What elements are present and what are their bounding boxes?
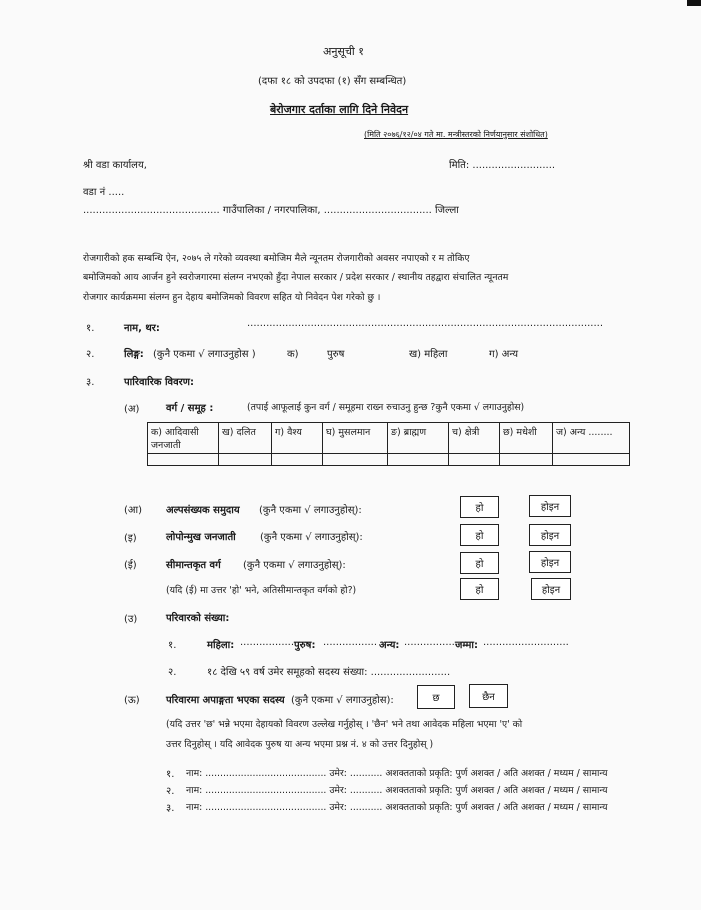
amendment-note: (मिति २०७६/१२/०४ गते मा. मन्त्रीस्तरको निर्णयानुसार संशोधित) bbox=[364, 130, 548, 139]
schedule-heading: अनुसूची १ bbox=[323, 45, 364, 58]
q3u1-number: १. bbox=[168, 640, 177, 651]
q3u2-number: २. bbox=[168, 667, 177, 678]
q3uu-hint: (कुनै एकमा √ लगाउनुहोस): bbox=[291, 695, 394, 706]
gender-option-male[interactable]: पुरुष bbox=[327, 349, 345, 360]
q3i-number: (इ) bbox=[124, 533, 137, 544]
disabled-member-1-number: १. bbox=[166, 769, 175, 780]
female-count-label: महिला: bbox=[207, 640, 235, 651]
q3uu-number: (ऊ) bbox=[124, 695, 140, 706]
endangered-no-box[interactable]: होइन bbox=[529, 524, 571, 546]
q1-number: १. bbox=[86, 323, 95, 334]
other-count-field[interactable]: ................. bbox=[404, 637, 459, 648]
total-count-label: जम्मा: bbox=[455, 640, 478, 651]
category-cell-janajati[interactable]: क) आदिवासी जनजाती bbox=[148, 423, 219, 454]
disabled-member-3-row[interactable]: नाम: ......................................... उमेर: ........... अशक्तताको प्रकृति: पुर्ण अशक्त / अति अशक्त / मध्यम / सामान्य bbox=[186, 802, 608, 813]
q3a-label: वर्ग / समूह : bbox=[166, 403, 214, 414]
category-cell-brahmin[interactable]: ङ) ब्राह्मण bbox=[388, 423, 449, 454]
category-check-cell[interactable] bbox=[449, 454, 500, 466]
category-check-cell[interactable] bbox=[388, 454, 449, 466]
ultra-marginalized-no-box[interactable]: होइन bbox=[531, 578, 571, 600]
q3uu-label: परिवारमा अपाङ्गता भएका सदस्य bbox=[166, 695, 285, 706]
disabled-member-3-number: ३. bbox=[166, 803, 175, 814]
q2-hint: (कुनै एकमा √ लगाउनुहोस ) bbox=[153, 349, 256, 360]
q3aa-hint: (कुनै एकमा √ लगाउनुहोस्): bbox=[259, 505, 362, 516]
section-reference: (दफा १८ को उपदफा (१) सँग सम्बन्धित) bbox=[258, 76, 407, 87]
q3i-label: लोपोन्मुख जनजाती bbox=[166, 532, 236, 543]
ward-field[interactable]: वडा नं ..... bbox=[83, 187, 125, 198]
minority-yes-box[interactable]: हो bbox=[460, 496, 499, 518]
category-check-cell[interactable] bbox=[148, 454, 219, 466]
intro-line-2: बमोजिमको आय आर्जन हुने स्वरोजगारमा संलग्न नभएको हुँदा नेपाल सरकार / प्रदेश सरकार / स्थानीय तहद्वारा संचालित न्यूनतम bbox=[83, 272, 509, 283]
gender-option-other[interactable]: ग) अन्य bbox=[489, 349, 519, 360]
category-check-cell[interactable] bbox=[553, 454, 630, 466]
office-address: श्री वडा कार्यालय, bbox=[83, 160, 147, 171]
q3ii-hint: (कुनै एकमा √ लगाउनुहोस्): bbox=[243, 560, 346, 571]
q3-label: पारिवारिक विवरण: bbox=[124, 377, 194, 388]
gender-option-female[interactable]: ख) महिला bbox=[409, 349, 448, 360]
q3i-hint: (कुनै एकमा √ लगाउनुहोस्): bbox=[260, 532, 363, 543]
municipality-line[interactable]: ........................................... गाउँपालिका / नगरपालिका, .................................. जिल्ला bbox=[83, 205, 459, 216]
working-age-members-field[interactable]: १८ देखि ५९ वर्ष उमेर समूहको सदस्य संख्या: ......................... bbox=[207, 667, 451, 678]
intro-line-1: रोजगारीको हक सम्बन्धि ऐन, २०७५ ले गरेको व्यवस्था बमोजिम मैले न्यूनतम रोजगारीको अवसर नपाएको र म तोकिए bbox=[83, 253, 470, 264]
category-cell-other[interactable]: ज) अन्य ........ bbox=[553, 423, 630, 454]
category-table bbox=[147, 422, 630, 466]
q3a-number: (अ) bbox=[124, 404, 140, 415]
category-cell-madheshi[interactable]: छ) मधेशी bbox=[500, 423, 553, 454]
category-check-cell[interactable] bbox=[219, 454, 272, 466]
q3-number: ३. bbox=[86, 377, 95, 388]
scan-edge-mark bbox=[687, 0, 701, 6]
q3ii-label: सीमान्तकृत वर्ग bbox=[166, 560, 221, 571]
category-check-cell[interactable] bbox=[500, 454, 553, 466]
other-count-label: अन्य: bbox=[379, 640, 400, 651]
q3uu-note-line-2: उत्तर दिनुहोस् । यदि आवेदक पुरुष या अन्य भएमा प्रश्न नं. ४ को उत्तर दिनुहोस् ) bbox=[166, 739, 434, 750]
category-cell-chhetri[interactable]: च) क्षेत्री bbox=[449, 423, 500, 454]
form-title: बेरोजगार दर्ताका लागि दिने निवेदन bbox=[270, 103, 409, 116]
male-count-field[interactable]: ................. bbox=[323, 637, 378, 648]
category-check-cell[interactable] bbox=[323, 454, 388, 466]
disabled-member-1-row[interactable]: नाम: ......................................... उमेर: ........... अशक्तताको प्रकृति: पुर्ण अशक्त / अति अशक्त / मध्यम / सामान्य bbox=[186, 768, 608, 779]
marginalized-no-box[interactable]: होइन bbox=[529, 551, 571, 573]
category-cell-muslim[interactable]: घ) मुसलमान bbox=[323, 423, 388, 454]
disability-no-box[interactable]: छैन bbox=[469, 684, 508, 708]
disabled-member-2-row[interactable]: नाम: ......................................... उमेर: ........... अशक्तताको प्रकृति: पुर्ण अशक्त / अति अशक्त / मध्यम / सामान्य bbox=[186, 785, 608, 796]
intro-line-3: रोजगार कार्यक्रममा संलग्न हुन देहाय बमोजिमको विवरण सहित यो निवेदन पेश गरेको छु । bbox=[83, 292, 381, 303]
q3ii-number: (ई) bbox=[124, 560, 137, 571]
category-cell-dalit[interactable]: ख) दलित bbox=[219, 423, 272, 454]
q3ii-followup: (यदि (ई) मा उत्तर 'हो' भने, अतिसीमान्तकृत वर्गको हो?) bbox=[166, 585, 357, 596]
q1-label: नाम, थर: bbox=[124, 323, 160, 334]
q3aa-number: (आ) bbox=[124, 505, 143, 516]
q3u-number: (उ) bbox=[124, 614, 138, 625]
gender-option-a[interactable]: क) bbox=[287, 349, 299, 360]
endangered-yes-box[interactable]: हो bbox=[460, 524, 499, 546]
disabled-member-2-number: २. bbox=[166, 786, 175, 797]
category-check-cell[interactable] bbox=[272, 454, 323, 466]
category-cell-vaishya[interactable]: ग) वैश्य bbox=[272, 423, 323, 454]
minority-no-box[interactable]: होइन bbox=[529, 495, 571, 517]
q3uu-note-line-1: (यदि उत्तर 'छ' भन्ने भएमा देहायको विवरण उल्लेख गर्नुहोस् । 'छैन' भने तथा आवेदक महिला भएमा 'ए' को bbox=[166, 719, 523, 730]
marginalized-yes-box[interactable]: हो bbox=[460, 552, 499, 574]
disability-yes-box[interactable]: छ bbox=[417, 685, 455, 709]
male-count-label: पुरुष: bbox=[294, 640, 316, 651]
q3u-label: परिवारको संख्या: bbox=[166, 613, 230, 624]
q3a-hint: (तपाई आफूलाई कुन वर्ग / समूहमा राख्न रुचाउनु हुन्छ ?कुनै एकमा √ लगाउनुहोस) bbox=[247, 402, 525, 413]
ultra-marginalized-yes-box[interactable]: हो bbox=[460, 578, 499, 600]
q2-number: २. bbox=[86, 349, 95, 360]
date-field[interactable]: मिति: .......................... bbox=[449, 160, 556, 171]
name-field[interactable]: ................................................................................................................ bbox=[247, 318, 604, 329]
total-count-field[interactable]: ........................... bbox=[483, 637, 569, 648]
q2-label: लिङ्ग: bbox=[124, 349, 144, 360]
female-count-field[interactable]: ................. bbox=[240, 637, 295, 648]
q3aa-label: अल्पसंख्यक समुदाय bbox=[166, 505, 240, 516]
